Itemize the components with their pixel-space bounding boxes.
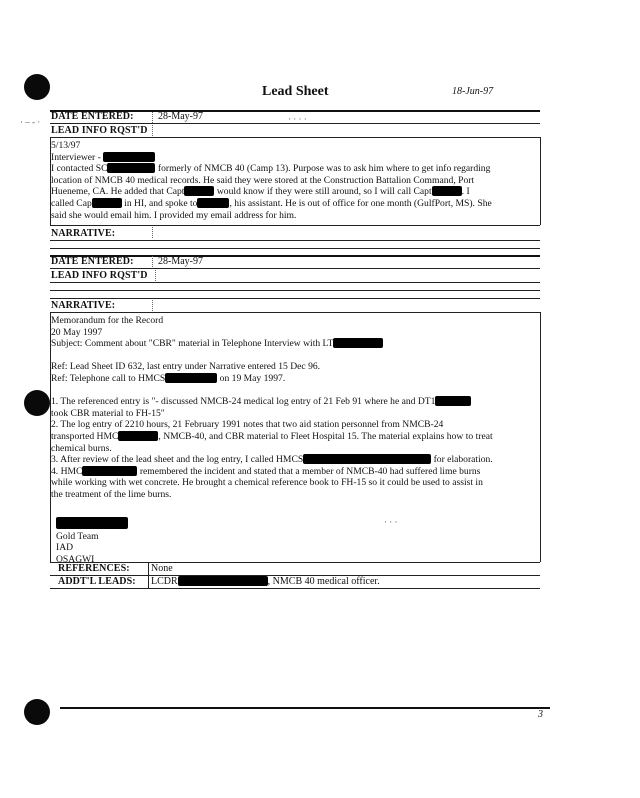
text-run: on 19 May 1997. (217, 372, 286, 384)
date-entered-value: 28-May-97 (158, 256, 203, 267)
scan-specks-top: · · · · (288, 114, 307, 124)
column-divider (152, 227, 153, 238)
text-line (51, 361, 493, 373)
redaction-bar (103, 152, 155, 162)
text-line (51, 454, 493, 466)
text-run: 4. HMC (51, 465, 83, 477)
punch-hole-top (24, 74, 50, 100)
box-right-edge (540, 137, 541, 225)
column-divider (152, 112, 153, 123)
column-divider (152, 300, 153, 311)
text-line (51, 443, 493, 455)
text-run: 20 May 1997 (51, 326, 103, 338)
lead-info-text (51, 140, 492, 221)
references-label: REFERENCES: (58, 563, 130, 574)
text-line (51, 489, 493, 501)
text-run: , his assistant. He is out of office for one month (GulfPort, MS). She (229, 197, 492, 209)
text-line (51, 477, 493, 489)
text-run: location of NMCB 40 medical records. He said they were stored at the Construction Battalion Command, Port (51, 174, 475, 186)
redaction-bar (333, 338, 383, 348)
text-run: while working with wet concrete. He brought a chemical reference book to FH-15 so it could be used to assist in (51, 477, 483, 489)
text-run: , NMCB-40, and CBR material to Fleet Hospital 15. The material explains how to treat (158, 430, 493, 442)
text-run: 1. The referenced entry is "- discussed NMCB-24 medical log entry of 21 Feb 91 where he and DT1 (51, 396, 436, 408)
additional-leads-value (151, 576, 380, 587)
signature-line: Gold Team (56, 530, 99, 542)
text-run: remembered the incident and stated that a member of NMCB-40 had suffered lime burns (137, 465, 481, 477)
text-line (51, 175, 492, 187)
text-line (51, 385, 493, 397)
narrative-label: NARRATIVE: (51, 300, 116, 311)
text-run: , NMCB 40 medical officer. (267, 576, 380, 587)
narrative-label: NARRATIVE: (51, 228, 116, 239)
text-run: Interviewer - (51, 151, 104, 163)
text-run: 2. The log entry of 2210 hours, 21 February 1991 notes that two aid station personnel from NMCB-24 (51, 419, 444, 431)
column-divider (155, 270, 156, 281)
redaction-bar (56, 517, 128, 529)
date-entered-label: DATE ENTERED: (51, 256, 134, 267)
rule (50, 588, 540, 589)
punch-hole-bottom (24, 699, 50, 725)
text-run: formerly of NMCB 40 (Camp 13). Purpose was to ask him where to get info regarding (155, 163, 491, 175)
text-line (51, 373, 493, 385)
lead-info-label: LEAD INFO RQST'D (51, 125, 148, 136)
text-line (51, 419, 493, 431)
redaction-bar (118, 431, 158, 441)
signature-line: IAD (56, 542, 74, 554)
page-title: Lead Sheet (262, 84, 329, 99)
text-line (51, 163, 492, 175)
margin-scan-mark: · – ‐ · (20, 117, 41, 127)
text-run: Ref: Telephone call to HMCS (51, 372, 166, 384)
text-line (51, 140, 492, 152)
lead-info-label: LEAD INFO RQST'D (51, 270, 148, 281)
text-line (51, 350, 493, 362)
box-right-edge (540, 312, 541, 562)
page-number: 3 (538, 709, 543, 720)
redaction-bar (432, 186, 462, 196)
rule (50, 290, 540, 291)
text-run: called Cap (51, 197, 92, 209)
text-run: would know if they were still around, so I will call Capt (214, 186, 432, 198)
text-line (51, 210, 492, 222)
additional-leads-label: ADDT'L LEADS: (58, 576, 136, 587)
text-line (51, 431, 493, 443)
date-entered-value: 28-May-97 (158, 111, 203, 122)
redaction-bar (303, 454, 431, 464)
text-line (51, 152, 492, 164)
text-line (51, 466, 493, 478)
text-run: I contacted SC (51, 163, 108, 175)
redaction-bar (165, 373, 217, 383)
text-run: 5/13/97 (51, 140, 81, 151)
text-run: 3. After review of the lead sheet and the log entry, I called HMCS (51, 454, 304, 466)
text-run: in HI, and spoke to (121, 197, 198, 209)
text-line (51, 315, 493, 327)
text-run: Hueneme, CA. He added that Capt (51, 186, 185, 198)
rule (50, 240, 540, 241)
memorandum-text (51, 315, 493, 501)
text-line (51, 396, 493, 408)
text-run: the treatment of the lime burns. (51, 488, 172, 500)
date-entered-label: DATE ENTERED: (51, 111, 134, 122)
text-run: Memorandum for the Record (51, 315, 164, 326)
text-run: transported HMC (51, 430, 119, 442)
redaction-bar (435, 396, 471, 406)
text-run: for elaboration. (431, 454, 493, 466)
rule (50, 268, 540, 269)
punch-hole-middle (24, 390, 50, 416)
rule (50, 248, 540, 249)
footer-rule (60, 707, 550, 709)
scan-specks-mid: · · · (384, 517, 398, 527)
text-line (51, 198, 492, 210)
redaction-bar (82, 466, 137, 476)
text-run: . I (461, 186, 470, 198)
redaction-bar (184, 186, 214, 196)
text-run: said she would email him. I provided my email address for him. (51, 209, 297, 221)
text-run: took CBR material to FH-15" (51, 407, 165, 419)
rule (50, 312, 540, 313)
rule (50, 137, 540, 138)
signature-line: OSAGWI (56, 553, 95, 565)
redaction-bar (197, 198, 229, 208)
rule (50, 298, 540, 299)
references-value: None (151, 563, 173, 574)
column-divider (152, 256, 153, 267)
print-date: 18-Jun-97 (452, 86, 494, 97)
text-line (51, 327, 493, 339)
rule (50, 282, 540, 283)
redaction-bar (92, 198, 122, 208)
redaction-bar (107, 163, 155, 173)
redaction-bar (178, 576, 268, 586)
text-run: Ref: Lead Sheet ID 632, last entry under Narrative entered 15 Dec 96. (51, 361, 321, 373)
text-run: LCDR (151, 576, 178, 587)
rule (50, 225, 540, 226)
text-line (51, 186, 492, 198)
text-line (51, 408, 493, 420)
text-run: chemical burns. (51, 442, 112, 454)
text-run: Subject: Comment about "CBR" material in Telephone Interview with LT (51, 338, 334, 350)
signature-block (56, 517, 128, 565)
column-divider (152, 125, 153, 136)
text-line (51, 338, 493, 350)
rule (50, 123, 540, 124)
